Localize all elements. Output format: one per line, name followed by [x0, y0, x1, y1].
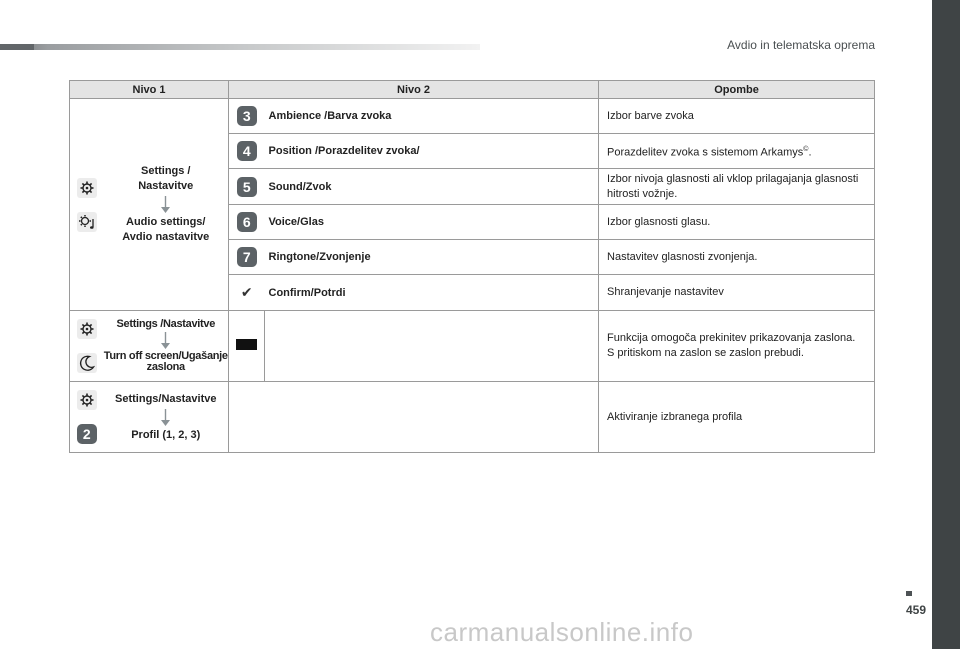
badge-3: 3 — [237, 106, 257, 126]
note-voice: Izbor glasnosti glasu. — [599, 205, 875, 240]
settings-icon — [77, 319, 97, 339]
group3-icons — [70, 382, 104, 453]
page-marker — [906, 591, 912, 596]
header-nivo2: Nivo 2 — [229, 81, 599, 99]
nivo1-profil-label: Profil (1, 2, 3) — [131, 428, 201, 441]
note-position: Porazdelitev zvoka s sistemom Arkamys©. — [599, 134, 875, 169]
nivo2-ringtone: Ringtone/Zvonjenje — [265, 240, 599, 275]
group2-icons — [70, 311, 104, 382]
note-profile: Aktiviranje izbranega profila — [599, 382, 875, 453]
table-row — [70, 311, 875, 382]
watermark: carmanualsonline.info — [430, 617, 694, 647]
nivo2-confirm: Confirm/Potrdi — [265, 275, 599, 311]
header-nivo1: Nivo 1 — [70, 81, 229, 99]
side-bar — [932, 0, 960, 649]
group3-nivo1 — [104, 382, 229, 453]
table-header-row — [70, 81, 875, 99]
nivo1-settings-label: Settings /Nastavitve — [116, 318, 216, 330]
note-screen-off: Funkcija omogoča prekinitev prikazovanja zaslona. S pritiskom na zaslon se zaslon prebudi. — [599, 311, 875, 382]
settings-table — [69, 80, 875, 453]
arrow-down-icon — [160, 332, 171, 349]
nivo1-turn-off-screen-label: Turn off screen/Ugašanje zaslona — [103, 350, 228, 373]
group1-icons — [70, 99, 104, 311]
nivo2-voice: Voice/Glas — [265, 205, 599, 240]
moon-icon — [77, 353, 97, 373]
note-sound: Izbor nivoja glasnosti ali vklop prilagajanja glasnosti hitrosti vožnje. — [599, 169, 875, 205]
badge-5: 5 — [237, 177, 257, 197]
note-ambience: Izbor barve zvoka — [599, 99, 875, 134]
table-row — [70, 99, 875, 134]
settings-icon — [77, 178, 97, 198]
badge-4: 4 — [237, 141, 257, 161]
page-number: 459 — [905, 603, 926, 617]
badge-2: 2 — [77, 424, 97, 444]
header-opombe: Opombe — [599, 81, 875, 99]
nivo1-settings-label: Settings / Nastavitve — [138, 165, 194, 192]
nivo1-audio-settings-label: Audio settings/ Avdio nastavitve — [122, 216, 210, 243]
settings-icon — [77, 390, 97, 410]
audio-settings-icon — [77, 212, 97, 232]
badge-6: 6 — [237, 212, 257, 232]
note-ringtone: Nastavitev glasnosti zvonjenja. — [599, 240, 875, 275]
arrow-down-icon — [160, 196, 171, 213]
header-stripe — [0, 44, 480, 50]
arrow-down-icon — [160, 409, 171, 426]
nivo1-settings-label: Settings/Nastavitve — [115, 392, 217, 405]
nivo2-position: Position /Porazdelitev zvoka/ — [265, 134, 599, 169]
nivo2-sound: Sound/Zvok — [265, 169, 599, 205]
table-row — [70, 382, 875, 453]
group2-nivo1 — [104, 311, 229, 382]
screen-off-button-icon — [236, 339, 257, 350]
page-header-title: Avdio in telematska oprema — [727, 38, 875, 52]
group1-nivo1 — [104, 99, 229, 311]
badge-7: 7 — [237, 247, 257, 267]
nivo2-ambience: Ambience /Barva zvoka — [265, 99, 599, 134]
note-confirm: Shranjevanje nastavitev — [599, 275, 875, 311]
checkmark-icon: ✔ — [240, 284, 253, 300]
